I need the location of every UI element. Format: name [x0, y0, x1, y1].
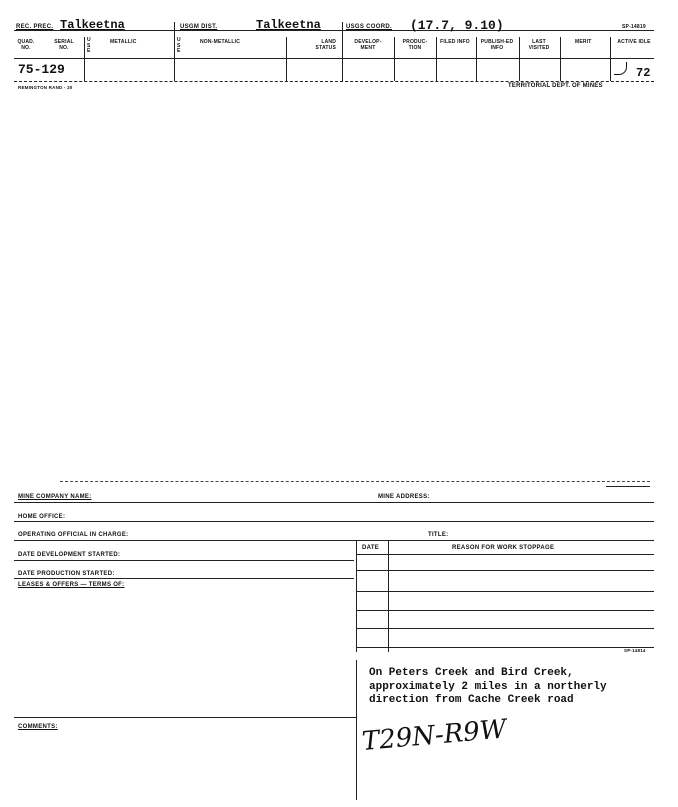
- row-rule: [14, 502, 654, 503]
- active-idle-value: 72: [636, 66, 651, 80]
- stoppage-date-header: DATE: [362, 545, 380, 551]
- date-development-label: DATE DEVELOPMENT STARTED:: [18, 552, 121, 558]
- col-divider: [519, 37, 520, 81]
- date-production-label: DATE PRODUCTION STARTED:: [18, 571, 115, 577]
- usgm-dist-label: USGM DIST.: [180, 24, 218, 30]
- col-filed-info: FILED INFO: [440, 39, 470, 45]
- col-divider: [394, 37, 395, 81]
- stoppage-row-rule: [356, 591, 654, 592]
- col-divider: [436, 37, 437, 81]
- rec-prec-label: REC. PREC.: [16, 24, 54, 30]
- row-rule: [14, 521, 654, 522]
- mine-company-name-label: MINE COMPANY NAME:: [18, 494, 92, 500]
- comments-label: COMMENTS:: [18, 724, 58, 730]
- form-number: SP-14819: [622, 24, 646, 30]
- mine-address-label: MINE ADDRESS:: [378, 494, 430, 500]
- check-mark: [614, 62, 627, 75]
- stoppage-row-rule: [356, 647, 654, 648]
- usgs-coord-value: (17.7, 9.10): [410, 18, 504, 33]
- dept-note: TERRITORIAL DEPT. OF MINES: [508, 83, 603, 89]
- col-divider: [286, 37, 287, 81]
- location-line-1: On Peters Creek and Bird Creek,: [369, 667, 574, 679]
- comments-divider: [356, 660, 357, 800]
- card-corner-mark: [606, 486, 650, 487]
- top-card-column-rule: [14, 58, 654, 59]
- col-divider: [84, 37, 85, 81]
- usgs-coord-label: USGS COORD.: [346, 24, 392, 30]
- quad-serial-value: 75-129: [18, 62, 65, 77]
- col-divider: [610, 37, 611, 81]
- col-use-2: U S E: [177, 37, 181, 54]
- stoppage-row-rule: [356, 570, 654, 571]
- col-divider: [560, 37, 561, 81]
- col-development: DEVELOP-MENT: [354, 39, 382, 51]
- home-office-label: HOME OFFICE:: [18, 514, 66, 520]
- rec-prec-value: Talkeetna: [60, 18, 125, 32]
- stoppage-table-left: [356, 540, 357, 652]
- handwritten-note: T29N-R9W: [360, 714, 508, 757]
- printer-note: REMINGTON RAND - 20: [18, 85, 73, 90]
- usgm-dist-value: Talkeetna: [256, 18, 321, 32]
- card-top-edge: [60, 481, 650, 483]
- stoppage-row-rule: [356, 610, 654, 611]
- col-non-metallic: NON-METALLIC: [200, 39, 241, 45]
- location-text: [369, 667, 607, 708]
- row-rule: [14, 540, 654, 541]
- bottom-form-number: SP-14814: [624, 648, 646, 653]
- location-line-2: approximately 2 miles in a northerly: [369, 680, 607, 693]
- comments-rule: [14, 717, 356, 718]
- col-last-visited: LAST VISITED: [528, 39, 550, 51]
- title-label: TITLE:: [428, 532, 449, 538]
- row-rule: [14, 578, 354, 579]
- stoppage-row-rule: [356, 554, 654, 555]
- stoppage-table-divider: [388, 540, 389, 652]
- col-divider: [174, 22, 175, 81]
- col-published-info: PUBLISH-ED INFO: [480, 39, 514, 51]
- location-line-3: direction from Cache Creek road: [369, 694, 574, 706]
- col-production: PRODUC-TION: [402, 39, 428, 51]
- col-divider: [342, 22, 343, 81]
- col-serial-no: SERIAL NO.: [54, 39, 74, 51]
- col-merit: MERIT: [575, 39, 592, 45]
- leases-label: LEASES & OFFERS — TERMS OF:: [18, 582, 125, 588]
- col-divider: [476, 37, 477, 81]
- stoppage-reason-header: REASON FOR WORK STOPPAGE: [452, 545, 555, 551]
- operating-official-label: OPERATING OFFICIAL IN CHARGE:: [18, 532, 129, 538]
- col-metallic: METALLIC: [110, 39, 137, 45]
- col-land-status: LAND STATUS: [315, 39, 336, 51]
- col-active-idle: ACTIVE IDLE: [617, 39, 651, 45]
- col-quad-no: QUAD. NO.: [17, 39, 35, 51]
- row-rule: [14, 560, 354, 561]
- col-use-1: U S E: [87, 37, 91, 54]
- stoppage-row-rule: [356, 628, 654, 629]
